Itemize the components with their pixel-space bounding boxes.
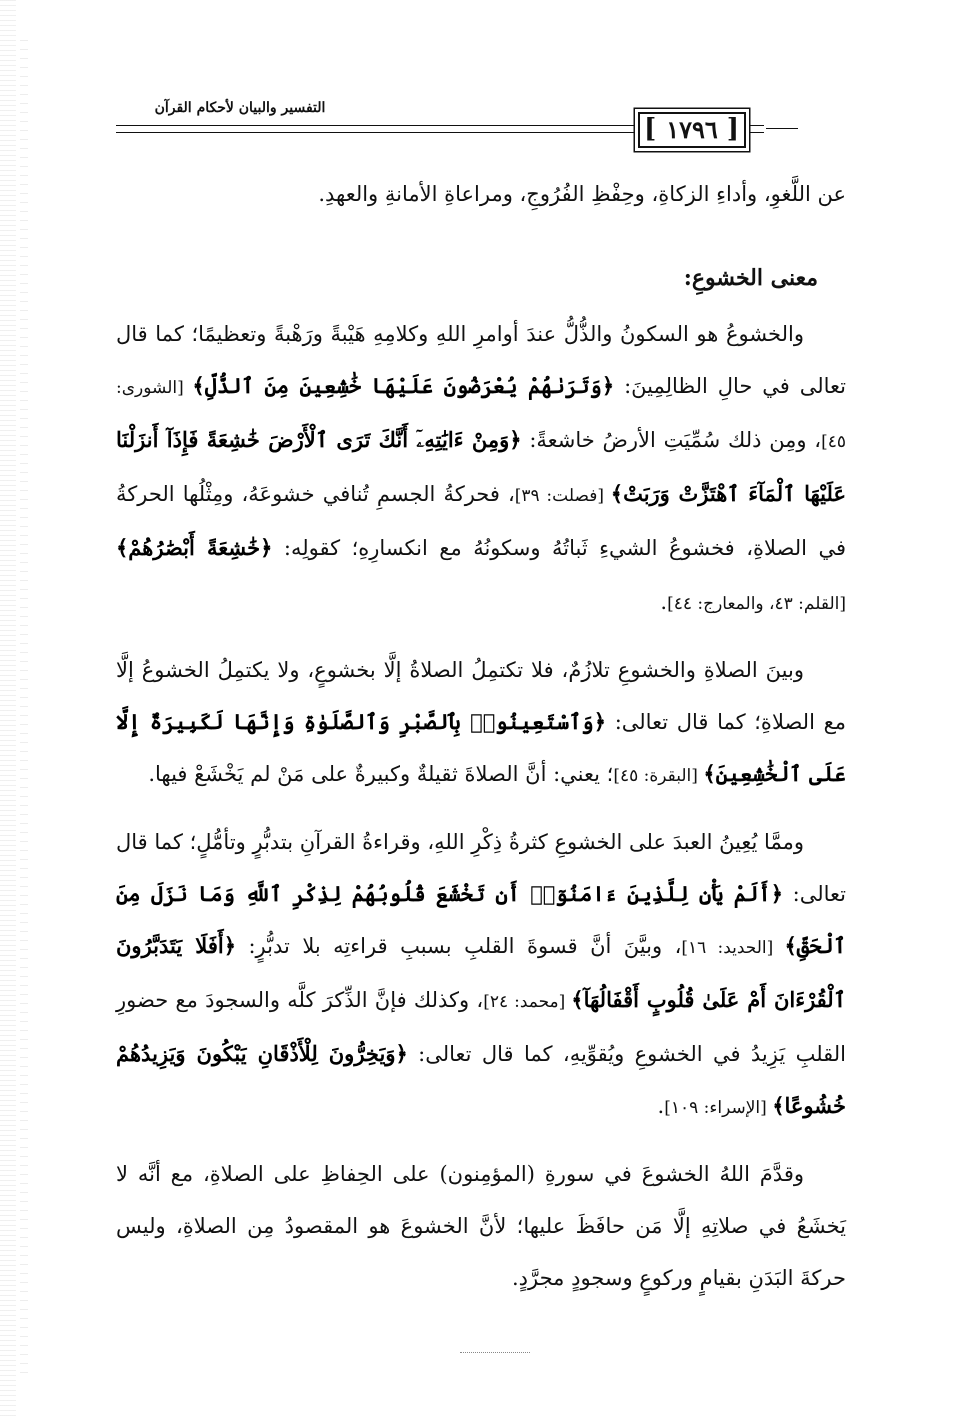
verse-reference: [فصلت: ٣٩] [514,486,611,506]
paragraph-definition [116,308,846,630]
verse-reference: [القلم: ٤٣، والمعارج: ٤٤] [667,594,846,614]
paragraph-text: وممَّا يُعِينُ العبدَ على الخشوعِ كثرةُ ذِكْرِ اللهِ، وقراءةُ القرآنِ بتدبُّرٍ وتأمُّلٍ؛ كما قال تعالى: [116,830,846,906]
verse-reference: [الشورى: ٤٥] [116,378,846,452]
paragraph-text: والخشوعُ هو السكونُ والذُّلُّ عندَ أوامرِ اللهِ وكلامِهِ هَيْبةً ورَهْبةً وتعظيمًا؛ كما قال تعالى في حالِ الظالِمِينَ: [116,322,847,398]
page-number: [ ١٧٩٦ ] [638,112,746,148]
paragraph-conclusion: وقدَّمَ اللهُ الخشوعَ في سورةِ (المؤمِنون) على الحِفاظِ على الصلاةِ، مع أنَّه لا يَخشَعُ في صلاتِهِ إلَّا مَن حافَظَ عليها؛ لأنَّ الخشوعَ هو المقصودُ مِن الصلاةِ، وليس حركةَ البَدَنِ بقيامٍ وركوعٍ وسجودٍ مجرَّدٍ. [116,1162,846,1290]
paragraph-text: ، وكذلك فإنَّ الذِّكرَ كلَّه والسجودَ مع حضورِ القلبِ يَزِيدُ في الخشوعِ ويُقوِّيهِ، كما قال تعالى: [116,988,846,1066]
paragraph-prayer-link [116,644,846,802]
verse-reference: [البقرة: ٤٥] [613,766,704,786]
paragraph-text: ، فحركةُ الجسمِ تُنافي خشوعَهُ، ومِثْلُها الحركةُ في الصلاةِ، فخشوعُ الشيءِ ثَباتُهُ وسكونُهُ مع انكسارِهِ؛ كقولِه: [116,482,846,560]
paragraph-text: ، وبيَّنَ أنَّ قسوةَ القلبِ بسببِ قراءتِه بلا تدبُّرٍ: [236,934,682,958]
scan-edge-noise [0,0,16,1417]
paragraph-text: ، ومِن ذلك سُمِّيَتِ الأرضُ خاشعةً: [521,428,822,452]
quran-verse: ﴿خَٰشِعَةً أَبْصَٰرُهُمْ﴾ [116,535,273,560]
section-heading: معنى الخشوعِ: [683,265,818,291]
verse-reference: [الحديد: ١٦] [681,938,785,958]
scan-bottom-mark [460,1352,530,1353]
paragraph-text: . [660,590,668,614]
quran-verse: ﴿وَتَرَىٰهُمْ يُعْرَضُونَ عَلَيْهَا خَٰشِعِينَ مِنَ ٱلذُّلِّ﴾ [192,373,615,398]
quran-verse: ﴿وَيَخِرُّونَ لِلْأَذْقَانِ يَبْكُونَ وَيَزِيدُهُمْ خُشُوعًا﴾ [116,1041,846,1118]
paragraph-text: ؛ يعني: أنَّ الصلاةَ ثقيلةٌ وكبيرةٌ على مَنْ لم يَخْشَعْ فيها. [148,762,614,786]
header-rule-tail [766,128,798,129]
continuation-line: عن اللَّغوِ، وأداءِ الزكاةِ، وحِفْظِ الفُرُوجِ، ومراعاةِ الأمانةِ والعهدِ. [318,182,846,206]
page-body [116,168,846,1304]
quran-verse: ﴿أَفَلَا يَتَدَبَّرُونَ ٱلْقُرْءَانَ أَمْ عَلَىٰ قُلُوبٍ أَقْفَالُهَآ﴾ [116,933,846,1012]
verse-reference: [الإسراء: ١٠٩] [664,1098,773,1118]
quran-verse: ﴿وَمِنْ ءَايَٰتِهِۦٓ أَنَّكَ تَرَى ٱلْأَرْضَ خَٰشِعَةً فَإِذَآ أَنزَلْنَا عَلَيْهَا ٱلْمَآءَ ٱهْتَزَّتْ وَرَبَتْ﴾ [116,427,846,506]
scan-edge-noise-inner [20,40,28,1380]
paragraph-helpers [116,816,846,1134]
quran-verse: ﴿وَٱسْتَعِينُوا۟ بِٱلصَّبْرِ وَٱلصَّلَوٰةِ وَإِنَّهَا لَكَبِيرَةٌ إِلَّا عَلَى ٱلْخَٰشِعِينَ﴾ [116,709,846,786]
page-header [116,72,836,158]
paragraph-text: . [657,1094,665,1118]
quran-verse: ﴿أَلَمْ يَأْنِ لِلَّذِينَ ءَامَنُوٓا۟ أَن تَخْشَعَ قُلُوبُهُمْ لِذِكْرِ ٱللَّهِ وَمَا نَزَلَ مِنَ ٱلْحَقِّ﴾ [116,881,847,958]
paragraph-text: وبينَ الصلاةِ والخشوعِ تلازُمٌ، فلا تكتمِلُ الصلاةُ إلَّا بخشوعٍ، ولا يكتمِلُ الخشوعُ إلَّا مع الصلاةِ؛ كما قال تعالى: [116,658,846,734]
running-title: التفسير والبيان لأحكام القرآن [154,100,326,116]
verse-reference: [محمد: ٢٤] [483,992,572,1012]
